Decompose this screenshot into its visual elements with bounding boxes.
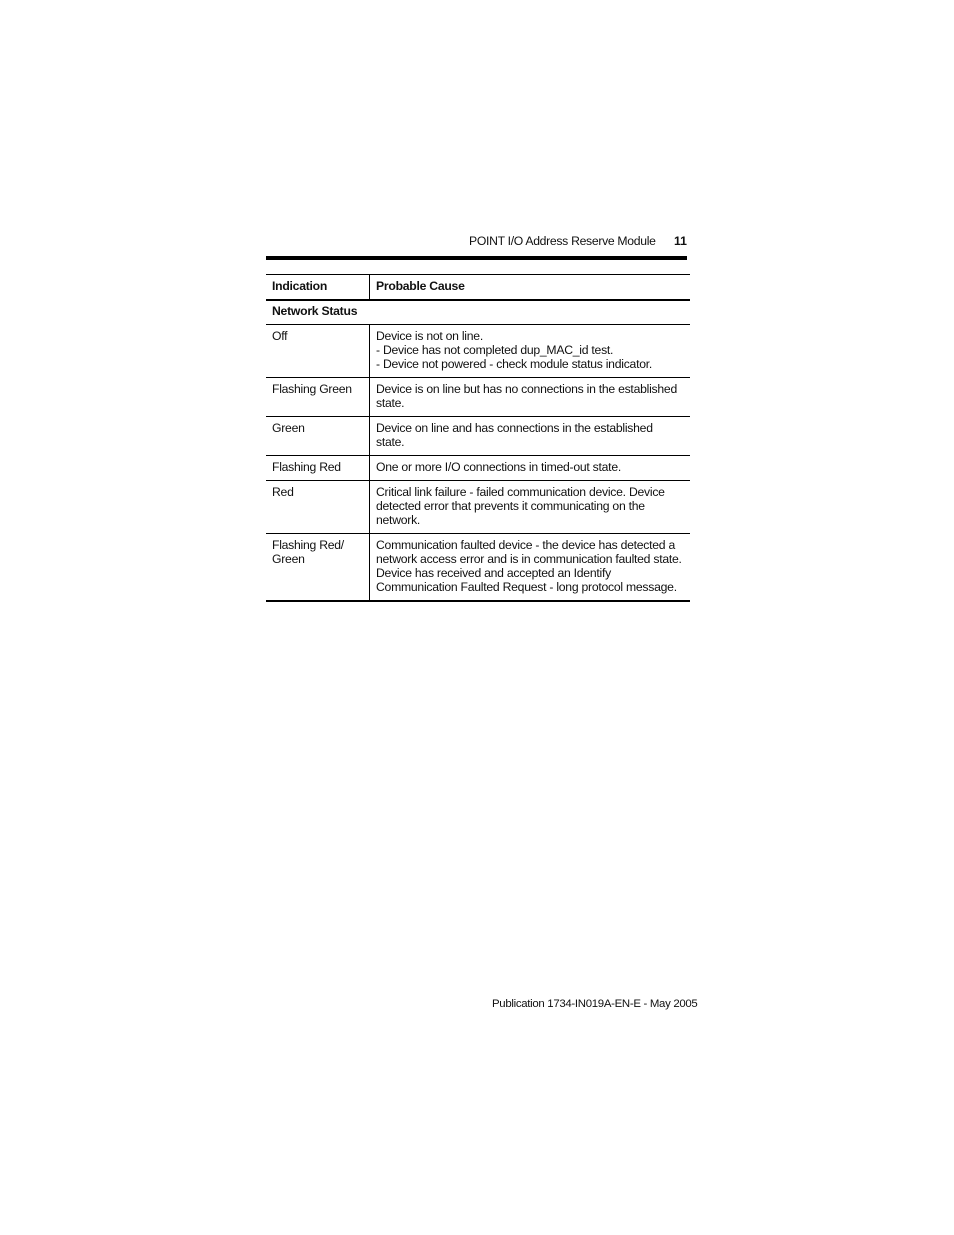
probable-cause-line: Critical link failure - failed communication device. Device detected error that prevents it communicating on the network. <box>376 485 665 527</box>
indication-cell: Off <box>266 325 370 378</box>
probable-cause-line: Communication faulted device - the device has detected a network access error and is in communication faulted state. Device has received and accepted an Identify Communication Faulted Request - long protocol message. <box>376 538 682 594</box>
table-row <box>266 481 690 534</box>
probable-cause-line: Device is on line but has no connections in the established state. <box>376 382 677 410</box>
probable-cause-line: - Device not powered - check module status indicator. <box>376 357 653 371</box>
probable-cause-cell <box>370 481 691 534</box>
table-row <box>266 325 690 378</box>
table-row <box>266 417 690 456</box>
indication-cell: Flashing Red <box>266 456 370 481</box>
running-header-title: POINT I/O Address Reserve Module <box>469 234 656 248</box>
probable-cause-cell <box>370 417 691 456</box>
indication-cell: Red <box>266 481 370 534</box>
section-title-network-status: Network Status <box>266 300 690 325</box>
table-header-row <box>266 275 690 301</box>
indication-cell: Flashing Red/ Green <box>266 534 370 602</box>
indication-cell: Flashing Green <box>266 378 370 417</box>
running-header <box>469 234 689 250</box>
header-rule <box>266 256 687 260</box>
probable-cause-cell <box>370 534 691 602</box>
section-row <box>266 300 690 325</box>
probable-cause-line: One or more I/O connections in timed-out state. <box>376 460 621 474</box>
publication-footer: Publication 1734-IN019A-EN-E - May 2005 <box>492 998 698 1010</box>
probable-cause-line: Device is not on line. <box>376 329 483 343</box>
indication-cell: Green <box>266 417 370 456</box>
network-status-table <box>266 274 690 602</box>
page-number: 11 <box>674 234 687 248</box>
probable-cause-line: Device on line and has connections in the established state. <box>376 421 653 449</box>
table-row <box>266 456 690 481</box>
column-header-probable-cause: Probable Cause <box>370 275 691 301</box>
probable-cause-cell <box>370 325 691 378</box>
table-row <box>266 378 690 417</box>
table-row <box>266 534 690 602</box>
probable-cause-line: - Device has not completed dup_MAC_id test. <box>376 343 614 357</box>
column-header-indication: Indication <box>266 275 370 301</box>
probable-cause-cell <box>370 378 691 417</box>
probable-cause-cell <box>370 456 691 481</box>
